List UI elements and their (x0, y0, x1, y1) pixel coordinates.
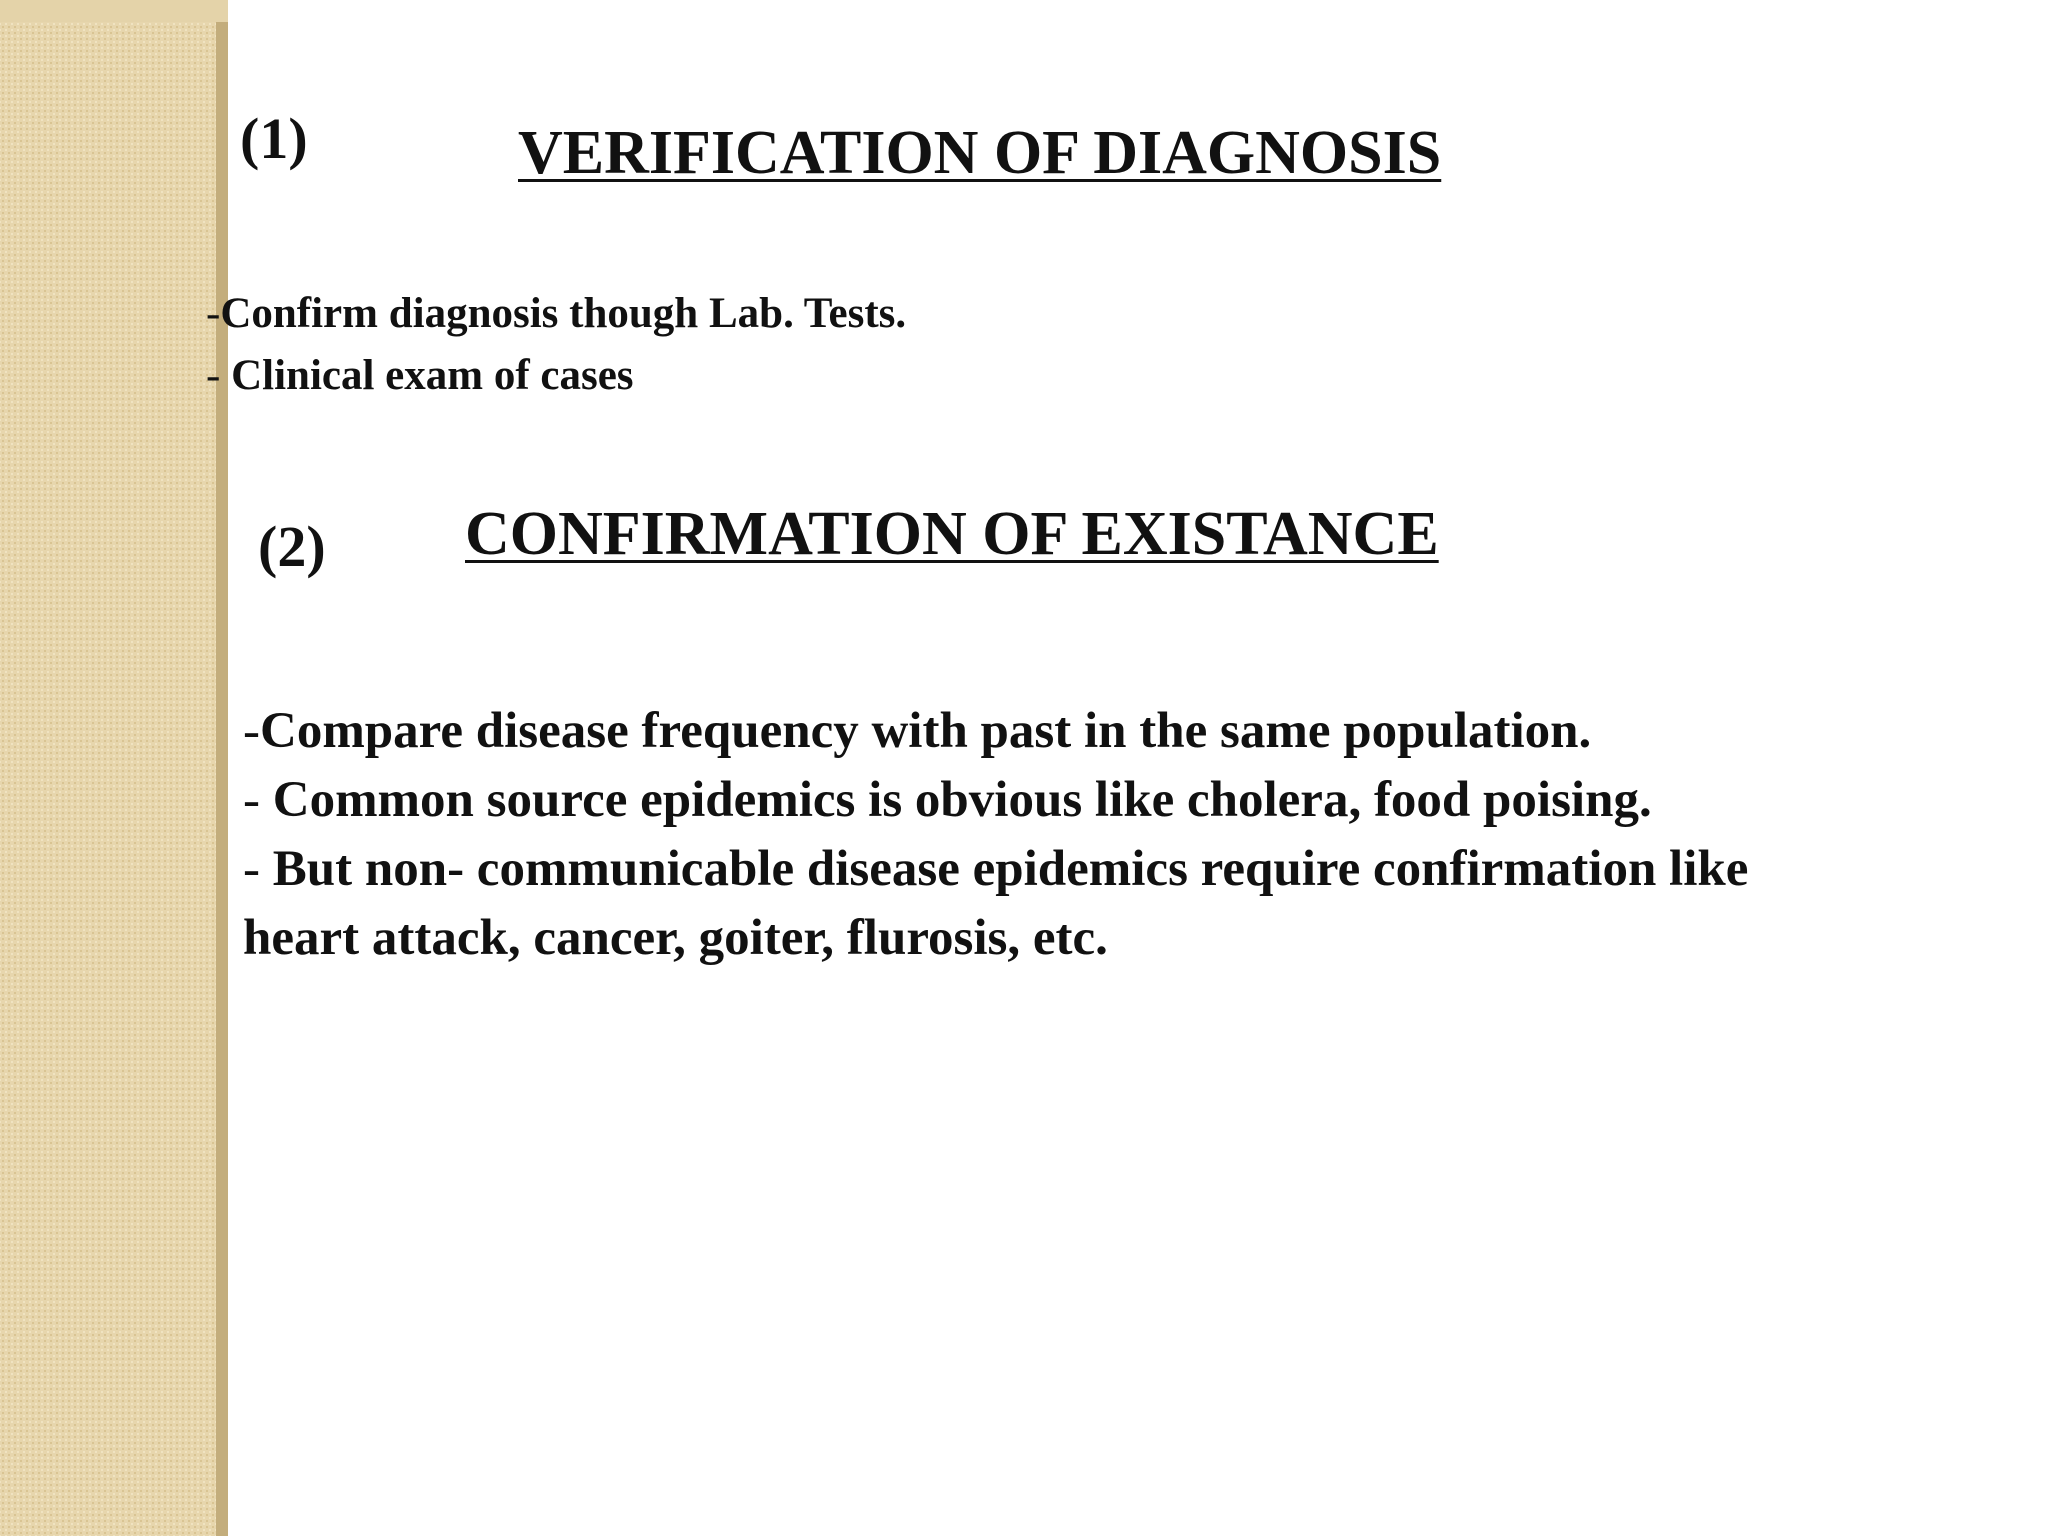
list-item-text: Clinical exam of cases (231, 352, 634, 399)
section-2-number: (2) (258, 514, 326, 579)
list-dash: - (206, 290, 221, 337)
decorative-sidebar (0, 0, 226, 1536)
list-item (243, 697, 1748, 766)
list-item-text: heart attack, cancer, goiter, flurosis, etc. (243, 910, 1108, 966)
section-1-number: (1) (240, 106, 308, 171)
list-item-text: But non- communicable disease epidemics require confirmation like (272, 841, 1749, 897)
list-item (206, 345, 906, 407)
sidebar-edge (216, 22, 228, 1536)
sidebar-top-band (0, 0, 228, 22)
section-2-list (243, 697, 1748, 973)
list-item-text: Compare disease frequency with past in the same population. (259, 703, 1592, 759)
list-dash: - (243, 703, 260, 759)
section-2-title: CONFIRMATION OF EXISTANCE (465, 500, 1439, 568)
list-item (243, 904, 1748, 973)
list-item (206, 283, 906, 345)
section-1-title: VERIFICATION OF DIAGNOSIS (518, 119, 1442, 187)
section-1-list (206, 283, 906, 407)
list-dash: - (243, 841, 273, 897)
list-dash: - (206, 352, 232, 399)
list-item-text: Common source epidemics is obvious like cholera, food poising. (272, 772, 1652, 828)
list-item (243, 835, 1748, 904)
list-item (243, 766, 1748, 835)
list-item-text: Confirm diagnosis though Lab. Tests. (220, 290, 907, 337)
list-dash: - (243, 772, 273, 828)
